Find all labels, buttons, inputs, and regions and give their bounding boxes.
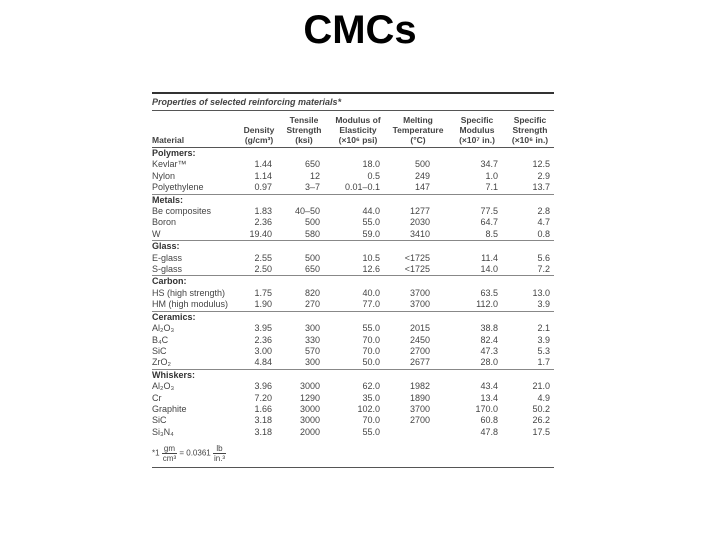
- table-cell: 55.0: [362, 426, 380, 437]
- table-cell: 3410: [409, 228, 430, 239]
- footnote-num-2: lb: [213, 444, 226, 454]
- table-cell: 4.84: [254, 357, 272, 368]
- column-header-6: [506, 111, 554, 148]
- column-header-line: Tensile: [289, 115, 319, 125]
- table-cell: 2700: [409, 415, 430, 426]
- footnote-equals: = 0.0361: [179, 448, 211, 458]
- table-cell: <1725: [404, 264, 430, 275]
- table-cell: 1.66: [254, 403, 272, 414]
- table-cell: 1277: [409, 206, 430, 217]
- table-cell: 13.7: [532, 182, 550, 193]
- column-header-line: Material: [152, 135, 185, 145]
- column-header-2: [280, 111, 328, 148]
- table-cell: 17.5: [532, 426, 550, 437]
- table-cell: 4.7: [537, 217, 550, 228]
- properties-grid: [152, 111, 554, 438]
- table-cell: 3700: [409, 287, 430, 298]
- column-header-line: Modulus of: [335, 115, 381, 125]
- column-header-line: Temperature: [392, 125, 444, 135]
- table-cell: 1.14: [254, 170, 272, 181]
- footnote: [152, 438, 554, 468]
- table-cell: 3000: [299, 403, 320, 414]
- footnote-fraction-1: [162, 444, 177, 463]
- group-label: Ceramics:: [152, 311, 554, 323]
- table-cell: 500: [304, 252, 320, 263]
- slide-title: CMCs: [303, 8, 417, 52]
- group-row: [152, 148, 554, 160]
- table-cell: 62.0: [362, 381, 380, 392]
- table-row: [152, 217, 554, 228]
- footnote-prefix: *1: [152, 448, 160, 458]
- table-cell: 300: [304, 323, 320, 334]
- table-row: [152, 288, 554, 299]
- group-row: [152, 241, 554, 253]
- column-header-line: Melting: [403, 115, 433, 125]
- material-name: Si₃N₄: [152, 426, 174, 437]
- material-name: S-glass: [152, 264, 183, 275]
- table-cell: 1890: [409, 392, 430, 403]
- table-cell: [388, 427, 448, 438]
- column-header-line: Modulus: [459, 125, 495, 135]
- table-cell: 43.4: [480, 381, 498, 392]
- table-cell: 40–50: [294, 206, 320, 217]
- table-cell: 0.8: [537, 228, 550, 239]
- material-name: Al₂O₃: [152, 323, 175, 334]
- table-cell: 2000: [299, 426, 320, 437]
- table-row: [152, 229, 554, 241]
- table-cell: 249: [414, 170, 430, 181]
- table-cell: 7.2: [537, 264, 550, 275]
- table-cell: 21.0: [532, 381, 550, 392]
- material-name: HS (high strength): [152, 287, 226, 298]
- table-cell: 12: [309, 170, 320, 181]
- footnote-num-1: gm: [162, 444, 177, 454]
- table-cell: 1290: [299, 392, 320, 403]
- table-cell: 3.95: [254, 323, 272, 334]
- table-cell: 0.97: [254, 182, 272, 193]
- table-cell: 2030: [409, 217, 430, 228]
- material-name: Be composites: [152, 206, 212, 217]
- material-name: ZrO₂: [152, 357, 171, 368]
- table-cell: 70.0: [362, 334, 380, 345]
- group-row: [152, 276, 554, 288]
- table-cell: 63.5: [480, 287, 498, 298]
- table-cell: 12.6: [362, 264, 380, 275]
- table-cell: 82.4: [480, 334, 498, 345]
- table-cell: 5.3: [537, 345, 550, 356]
- table-cell: 5.6: [537, 252, 550, 263]
- table-cell: 650: [304, 159, 320, 170]
- column-header-line: Strength: [512, 125, 548, 135]
- table-cell: 650: [304, 264, 320, 275]
- table-cell: 580: [304, 228, 320, 239]
- table-cell: 14.0: [480, 264, 498, 275]
- group-row: [152, 194, 554, 206]
- table-row: [152, 393, 554, 404]
- table-row: [152, 206, 554, 217]
- table-cell: 28.0: [480, 357, 498, 368]
- table-cell: 18.0: [362, 159, 380, 170]
- table-cell: 3.9: [537, 334, 550, 345]
- table-cell: 3.00: [254, 345, 272, 356]
- table-cell: 34.7: [480, 159, 498, 170]
- table-row: [152, 346, 554, 357]
- column-header-line: (°C): [410, 135, 426, 145]
- table-row: [152, 182, 554, 194]
- material-name: Kevlar™: [152, 159, 187, 170]
- column-header-line: Specific: [460, 115, 494, 125]
- table-cell: 3.9: [537, 299, 550, 310]
- table-cell: 50.0: [362, 357, 380, 368]
- column-header-line: (×10⁶ in.): [511, 135, 549, 145]
- table-cell: 50.2: [532, 403, 550, 414]
- table-cell: 2.36: [254, 217, 272, 228]
- material-name: W: [152, 228, 161, 239]
- group-label: Polymers:: [152, 148, 196, 158]
- material-name: Polyethylene: [152, 182, 204, 193]
- table-cell: 147: [414, 182, 430, 193]
- table-row: [152, 253, 554, 264]
- material-name: HM (high modulus): [152, 299, 229, 310]
- table-row: [152, 264, 554, 276]
- table-cell: 35.0: [362, 392, 380, 403]
- table-cell: 570: [304, 345, 320, 356]
- table-cell: 26.2: [532, 415, 550, 426]
- column-header-line: (×10⁶ psi): [338, 135, 378, 145]
- table-cell: 102.0: [357, 403, 380, 414]
- table-row: [152, 335, 554, 346]
- material-name: Cr: [152, 392, 162, 403]
- table-cell: 3.18: [254, 415, 272, 426]
- table-row: [152, 299, 554, 311]
- column-header-line: Specific: [513, 115, 547, 125]
- table-cell: 2677: [409, 357, 430, 368]
- table-cell: <1725: [404, 252, 430, 263]
- table-cell: 300: [304, 357, 320, 368]
- column-header-5: [448, 111, 506, 148]
- table-row: [152, 357, 554, 369]
- table-cell: 55.0: [362, 217, 380, 228]
- table-cell: 2.9: [537, 170, 550, 181]
- table-cell: 0.01–0.1: [344, 182, 380, 193]
- table-cell: 0.5: [367, 170, 380, 181]
- column-header-line: (g/cm³): [244, 135, 274, 145]
- column-header-line: Strength: [286, 125, 322, 135]
- table-cell: 8.5: [485, 228, 498, 239]
- table-cell: 2700: [409, 345, 430, 356]
- table-row: [152, 171, 554, 182]
- table-cell: 44.0: [362, 206, 380, 217]
- table-cell: 2.1: [537, 323, 550, 334]
- table-header: [152, 111, 554, 148]
- group-label: Metals:: [152, 194, 554, 206]
- table-cell: 38.8: [480, 323, 498, 334]
- table-cell: 1.90: [254, 299, 272, 310]
- footnote-den-2: in.³: [213, 454, 226, 464]
- table-cell: 2450: [409, 334, 430, 345]
- table-row: [152, 159, 554, 170]
- footnote-fraction-2: [213, 444, 226, 463]
- material-name: Graphite: [152, 403, 187, 414]
- table-cell: 13.0: [532, 287, 550, 298]
- group-label: Carbon:: [152, 276, 554, 288]
- table-cell: 3700: [409, 299, 430, 310]
- table-row: [152, 427, 554, 438]
- table-cell: 3.96: [254, 381, 272, 392]
- table-cell: 500: [304, 217, 320, 228]
- table-cell: 1982: [409, 381, 430, 392]
- table-cell: 2.50: [254, 264, 272, 275]
- table-cell: 270: [304, 299, 320, 310]
- table-cell: 3–7: [304, 182, 320, 193]
- table-cell: 55.0: [362, 323, 380, 334]
- material-name: Boron: [152, 217, 177, 228]
- table-cell: 1.44: [254, 159, 272, 170]
- table-cell: 2015: [409, 323, 430, 334]
- table-cell: 70.0: [362, 415, 380, 426]
- table-row: [152, 415, 554, 426]
- table-cell: 1.83: [254, 206, 272, 217]
- table-cell: 13.4: [480, 392, 498, 403]
- table-cell: 59.0: [362, 228, 380, 239]
- table-cell: 7.20: [254, 392, 272, 403]
- table-cell: 3000: [299, 381, 320, 392]
- column-header-line: Elasticity: [339, 125, 377, 135]
- material-name: Al₂O₃: [152, 381, 175, 392]
- material-name: B₄C: [152, 334, 169, 345]
- group-label: Whiskers:: [152, 369, 554, 381]
- table-cell: 47.3: [480, 345, 498, 356]
- table-cell: 3700: [409, 403, 430, 414]
- material-name: SiC: [152, 415, 167, 426]
- group-row: [152, 311, 554, 323]
- table-cell: 3.18: [254, 426, 272, 437]
- group-label: Glass:: [152, 241, 554, 253]
- column-header-3: [328, 111, 388, 148]
- table-cell: 2.36: [254, 334, 272, 345]
- table-row: [152, 404, 554, 415]
- column-header-line: (×10⁷ in.): [459, 135, 495, 145]
- table-cell: 3000: [299, 415, 320, 426]
- table-cell: 170.0: [475, 403, 498, 414]
- table-cell: 11.4: [481, 252, 498, 263]
- column-header-line: (ksi): [295, 135, 313, 145]
- table-cell: 820: [304, 287, 320, 298]
- table-cell: 47.8: [480, 426, 498, 437]
- table-cell: 1.75: [254, 287, 272, 298]
- table-cell: 70.0: [362, 345, 380, 356]
- column-header-1: [238, 111, 280, 148]
- column-header-0: [152, 111, 238, 148]
- table-cell: 2.8: [537, 206, 550, 217]
- table-cell: 2.55: [254, 252, 272, 263]
- group-row: [152, 369, 554, 381]
- table-row: [152, 381, 554, 392]
- table-cell: 12.5: [532, 159, 550, 170]
- column-header-4: [388, 111, 448, 148]
- properties-table: [152, 92, 554, 468]
- table-cell: 4.9: [537, 392, 550, 403]
- table-cell: 77.5: [480, 206, 498, 217]
- footnote-den-1: cm³: [162, 454, 177, 464]
- material-name: E-glass: [152, 252, 183, 263]
- table-cell: 112.0: [476, 299, 498, 310]
- table-row: [152, 323, 554, 334]
- table-cell: 40.0: [362, 287, 380, 298]
- table-caption: Properties of selected reinforcing materials*: [152, 94, 554, 111]
- table-body: [152, 148, 554, 439]
- material-name: SiC: [152, 345, 167, 356]
- table-cell: 330: [304, 334, 320, 345]
- column-header-line: Density: [243, 125, 275, 135]
- table-cell: 1.0: [485, 170, 498, 181]
- table-cell: 1.7: [537, 357, 550, 368]
- table-cell: 7.1: [485, 182, 498, 193]
- table-cell: 500: [414, 159, 430, 170]
- table-cell: 77.0: [362, 299, 380, 310]
- table-cell: 64.7: [480, 217, 498, 228]
- table-cell: 10.5: [362, 252, 380, 263]
- table-cell: 60.8: [480, 415, 498, 426]
- table-cell: 19.40: [249, 228, 272, 239]
- material-name: Nylon: [152, 170, 176, 181]
